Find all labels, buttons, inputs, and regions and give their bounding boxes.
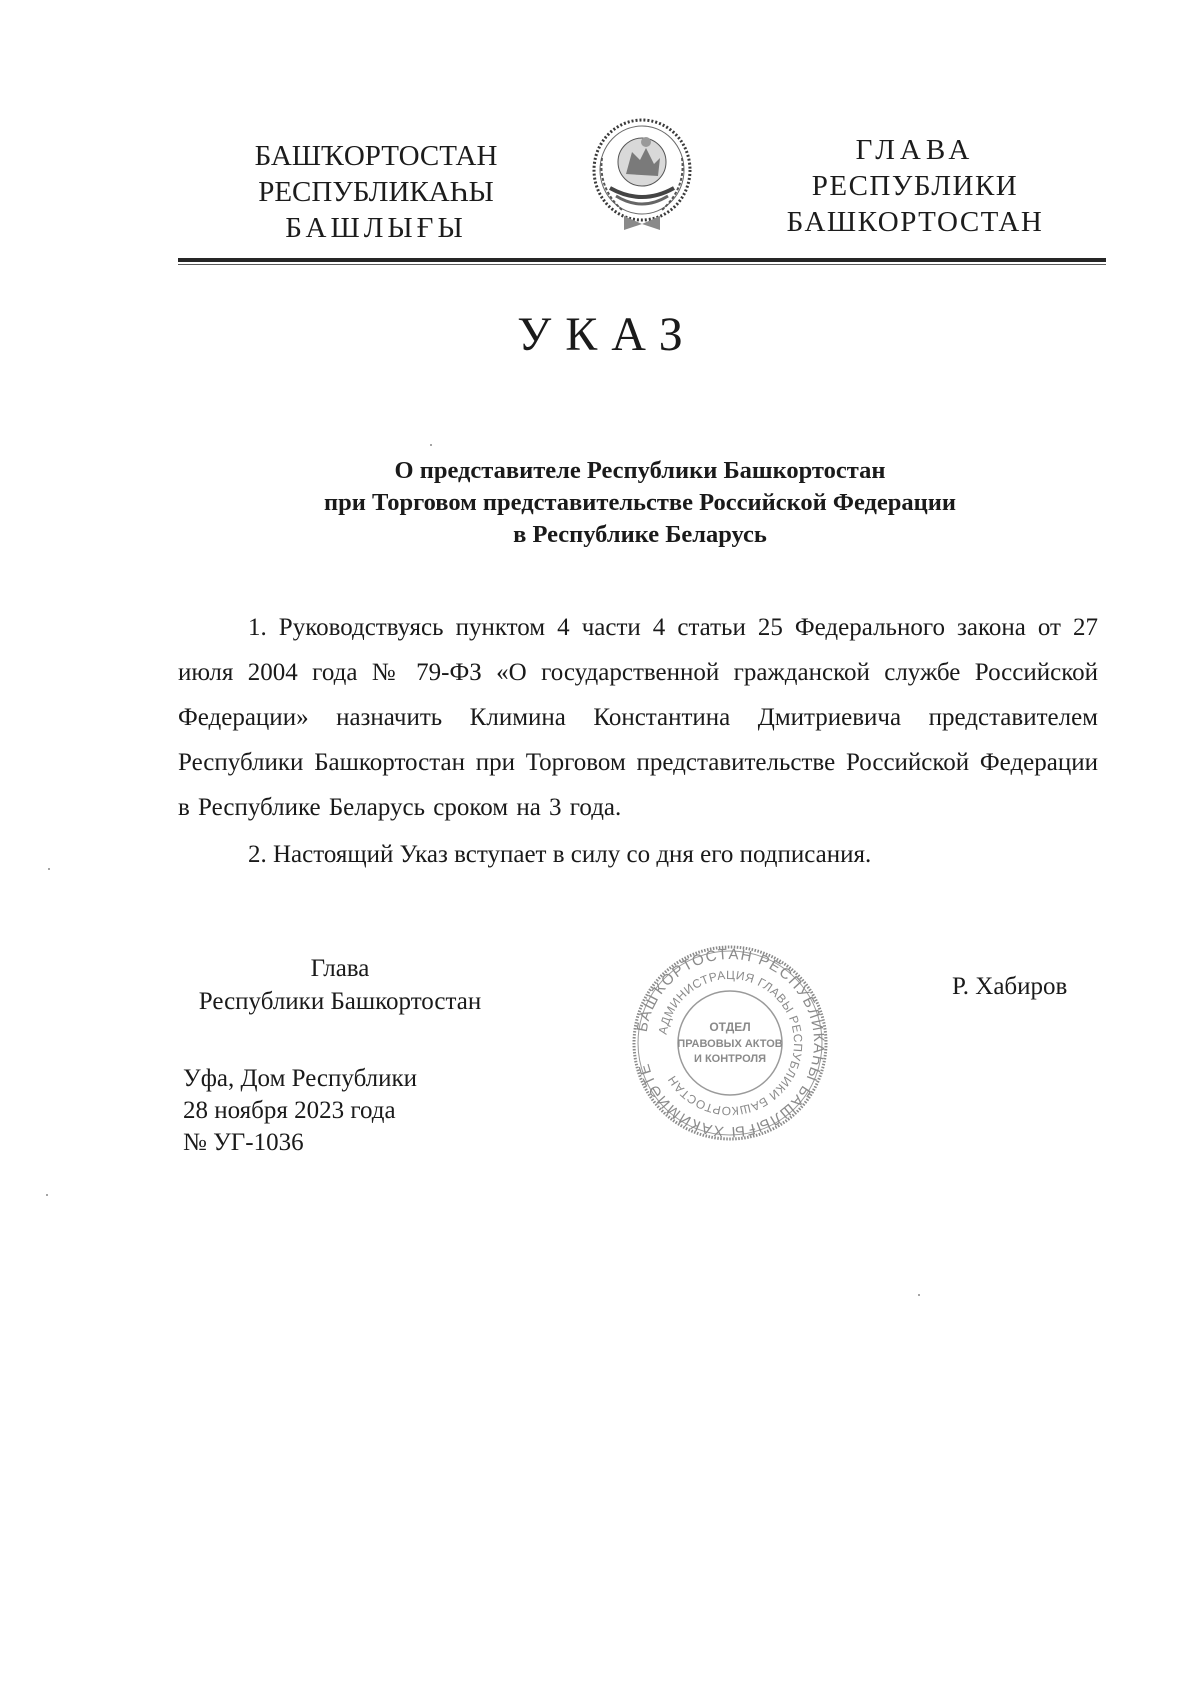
- body-paragraph-2: 2. Настоящий Указ вступает в силу со дня его подписания.: [248, 841, 872, 868]
- header-bashkir-line-2: РЕСПУБЛИКАҺЫ: [258, 176, 494, 208]
- header-divider-thin: [178, 264, 1106, 265]
- issue-place: Уфа, Дом Республики: [183, 1065, 418, 1092]
- subject-line-3: в Республике Беларусь: [513, 521, 767, 548]
- header-bashkir-block: [238, 138, 514, 246]
- subject-line-1: О представителе Республики Башкортостан: [394, 457, 886, 484]
- header-bashkir-line-3: БАШЛЫҒЫ: [285, 212, 467, 244]
- signatory-position-line-1: Глава: [310, 955, 370, 982]
- header-russian-line-2: РЕСПУБЛИКИ: [811, 170, 1019, 202]
- subject-line-2: при Торговом представительстве Российской Федерации: [324, 489, 956, 516]
- seal-center-line-3: И КОНТРОЛЯ: [694, 1053, 766, 1065]
- seal-center-line-1: ОТДЕЛ: [709, 1020, 751, 1034]
- document-title: УКАЗ: [517, 308, 697, 361]
- header-russian-line-3: БАШКОРТОСТАН: [786, 206, 1044, 238]
- seal-inner-text: АДМИНИСТРАЦИЯ ГЛАВЫ РЕСПУБЛИКИ БАШКОРТОСТАН: [655, 967, 806, 1119]
- official-seal-stamp: [630, 943, 830, 1143]
- document-body: [178, 605, 1098, 877]
- seal-outer-text: БАШҠОРТОСТАН РЕСПУБЛИКАҺЫ БАШЛЫҒЫ ХАКИМИӘТЕ: [633, 945, 828, 1141]
- signatory-position: [180, 952, 500, 1018]
- scan-speck: [918, 1294, 920, 1296]
- issue-date: 28 ноября 2023 года: [183, 1097, 396, 1124]
- header-divider-thick: [178, 258, 1106, 262]
- signatory-name: Р. Хабиров: [952, 973, 1068, 1000]
- issue-number: № УГ-1036: [183, 1129, 304, 1156]
- bashkortostan-emblem-icon: [588, 118, 696, 238]
- scan-speck: [46, 1194, 48, 1196]
- issue-details: [183, 1063, 417, 1159]
- header-russian-block: [780, 132, 1050, 240]
- seal-center-line-2: ПРАВОВЫХ АКТОВ: [677, 1038, 783, 1050]
- scan-speck: [430, 444, 432, 446]
- scan-speck: [48, 868, 50, 870]
- signatory-position-line-2: Республики Башкортостан: [198, 988, 482, 1015]
- document-subject: [180, 455, 1100, 551]
- header-russian-line-1: ГЛАВА: [855, 134, 975, 166]
- body-paragraph-1: 1. Руководствуясь пунктом 4 части 4 статьи 25 Федерального закона от 27 июля 2004 года № 79-ФЗ «О государственной гражданской службе Российской Федерации» назначить Климина Константина Дмитриевича представителем Республики Башкортостан при Торговом представительстве Российской Федерации в Республике Беларусь сроком на 3 года.: [178, 614, 1098, 821]
- header-bashkir-line-1: БАШҠОРТОСТАН: [254, 140, 498, 172]
